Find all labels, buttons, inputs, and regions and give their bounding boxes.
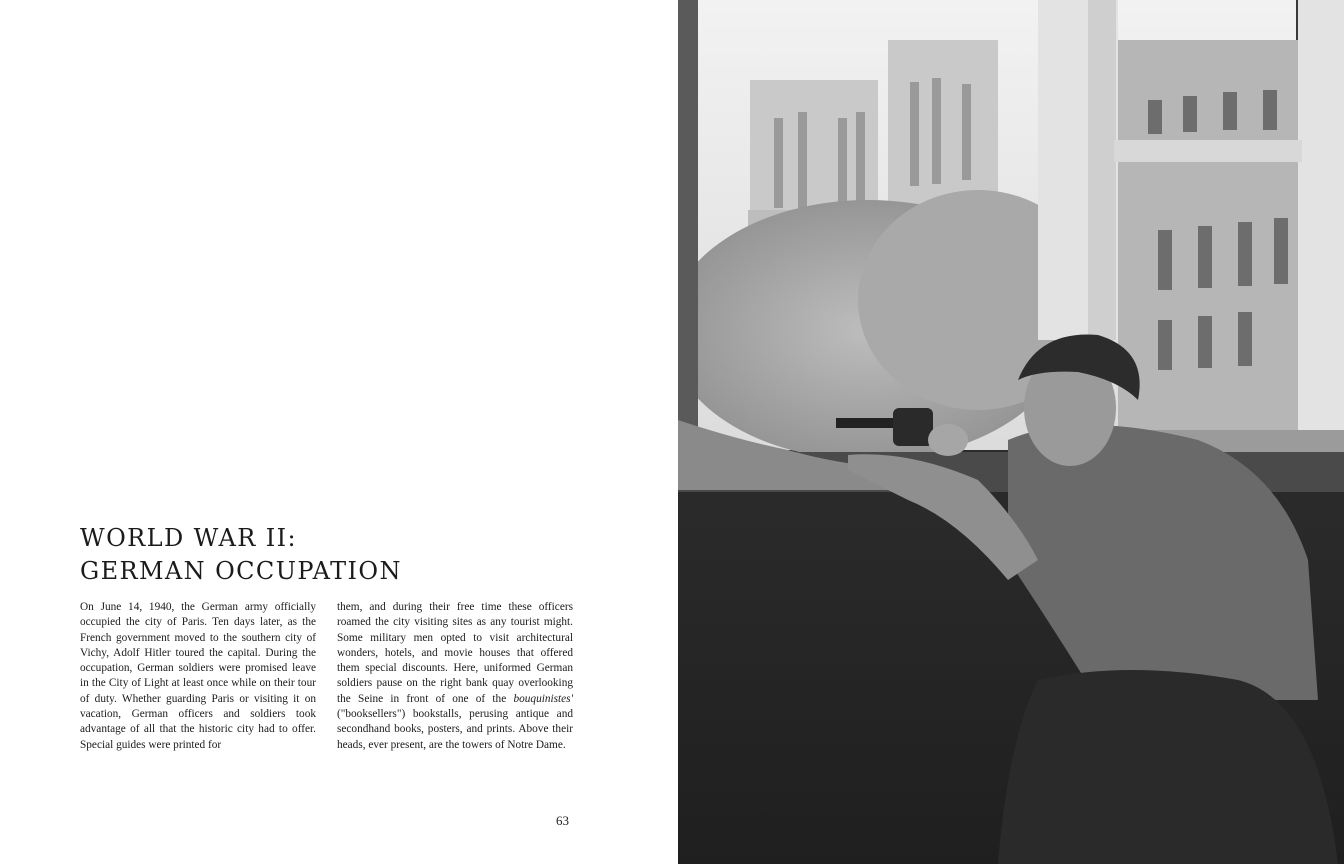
- body-column-1: On June 14, 1940, the German army officially occupied the city of Paris. Ten days later, as the French government moved to the southern city of Vichy, Adolf Hitler toured the capital. During the occupation, German soldiers were promised leave in the City of Light at least once while on their tour of duty. Whether guarding Paris or visiting it on vacation, German officers and soldiers took advantage of all that the historic city had to offer. Special guides were printed for: [80, 601, 316, 751]
- section-heading: [80, 522, 402, 588]
- body-column-2: [337, 600, 573, 753]
- page-number: 63: [556, 813, 569, 828]
- right-page-photo: [678, 0, 1344, 864]
- column-2-text-b: ("booksellers") bookstalls, perusing antique and secondhand books, posters, and prints. Above their heads, ever present, are the towers of Notre Dame.: [337, 708, 573, 751]
- heading-line-1: WORLD WAR II:: [80, 524, 297, 552]
- heading-line-2: GERMAN OCCUPATION: [80, 557, 402, 585]
- photograph: [678, 0, 1344, 864]
- column-2-italic-term: bouquinistes': [513, 692, 573, 705]
- column-2-text-a: them, and during their free time these officers roamed the city visiting sites as any tourist might. Some military men opted to visit architectural wonders, hotels, and movie houses that offered them special discounts. Here, uniformed German soldiers pause on the right bank quay overlooking the Seine in front of one of the: [337, 601, 573, 705]
- distant-buildings: [1118, 40, 1308, 440]
